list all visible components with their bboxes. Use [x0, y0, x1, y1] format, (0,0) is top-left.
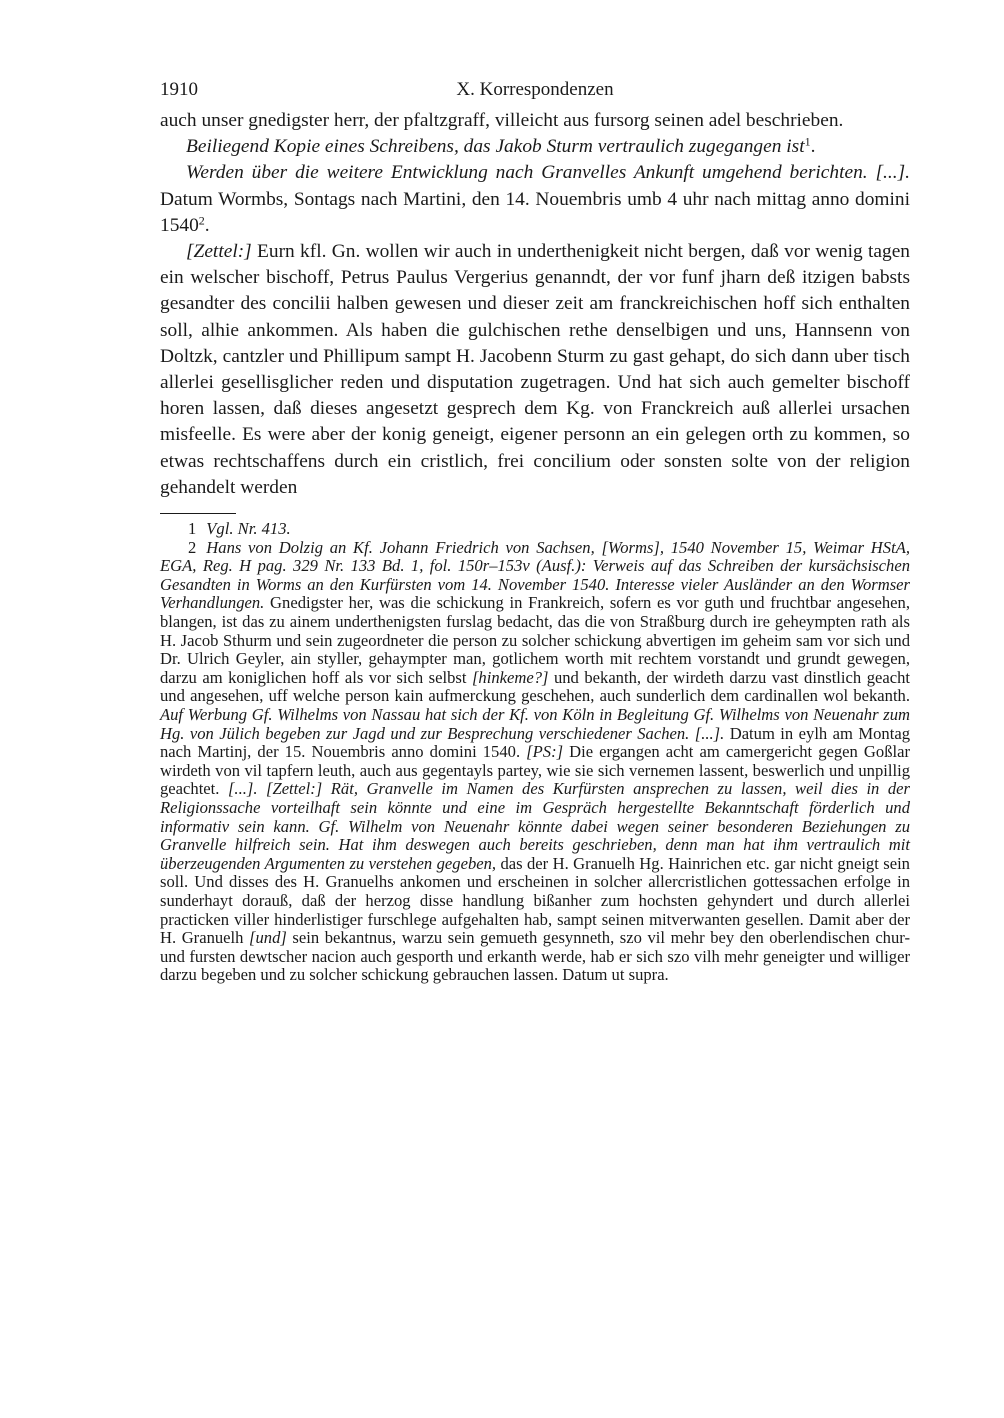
footnote-marker: 1 — [188, 519, 197, 539]
footnote-rule — [160, 513, 236, 514]
page-number: 1910 — [160, 79, 198, 100]
page-header — [160, 78, 910, 108]
zettel-label: [Zettel:] — [186, 241, 252, 263]
footnotes — [160, 520, 910, 985]
footnote-1 — [160, 520, 910, 539]
paragraph-1: auch unser gnedigster herr, der pfaltzgraff, villeicht aus fursorg seinen adel beschrieben. — [160, 110, 844, 131]
summary-text: Beiliegend Kopie eines Schreibens, das Jakob Sturm vertraulich zugegangen ist — [186, 136, 805, 158]
document-page — [160, 78, 910, 985]
footnote-ref-1[interactable]: 1 — [804, 134, 811, 149]
footnote-text: Vgl. Nr. 413. — [206, 519, 291, 539]
zettel-text: Eurn kfl. Gn. wollen wir auch in underthenigkeit nicht bergen, daß vor wenig tagen ein welscher bischoff, Petrus Paulus Vergerius genanndt, der vor funf jharn deß itzigen babsts gesandter des concilii halben gewesen und dieser zeit am franckreichischen hoff sich enthalten soll, alhie ankommen. Als haben die gulchischen rethe denselbigen und uns, Hannsenn von Doltzk, cantzler und Phillipum sampt H. Jacobenn Sturm zu gast gehapt, do sich dann uber tisch allerlei gesellisglicher reden und disputation zugetragen. Und hat sich auch gemelter bischoff horen lassen, daß dieses angesetzt gesprech dem Kg. von Franckreich auß allerlei ursachen misfeelle. Es were aber der konig geneigt, eigener personn an ein gelegen orth zu kommen, so etwas rechtschaffens durch ein cristlich, frei concilium oder sonsten solte von der religion gehandelt werden — [160, 241, 910, 498]
main-text — [160, 108, 910, 501]
running-title: X. Korrespondenzen — [456, 79, 614, 100]
summary-text: Werden über die weitere Entwicklung nach Granvelles Ankunft umgehend berichten. [...]. — [186, 162, 910, 184]
footnote-ref-2[interactable]: 2 — [198, 213, 205, 228]
paragraph-2: Beiliegend Kopie eines Schreibens, das Jakob Sturm vertraulich zugegangen ist$^1$. — [186, 134, 816, 158]
paragraph-4 — [160, 239, 910, 501]
footnote-2: 2 Hans von Dolzig an Kf. Johann Friedrich von Sachsen, [Worms], 1540 November 15, Weimar HStA, EGA, Reg. H pag. 329 Nr. 133 Bd. 1, fol. 150r–153v (Ausf.): Verweis auf das Schreiben der kursächsischen Gesandten in Worms an den Kurfürsten vom 14. November 1540. Interesse vieler Ausländer an den Wormser Verhandlungen. Gnedigster her, was die schickung in Frankreich, sofern es vor guth und fruchtbar angesehen, blangen, ist das zu ainem underthenigsten furslag bedacht, das die von Straßburg durch ire geheympten rath als H. Jacob Sthurm und sein zugeordneter die person zu solcher schickung abvertigen im geheim sam vor sich und Dr. Ulrich Geyler, ain styller, gehaympter man, gotlichem worth mit rechtem vorstandt und grundt gewegen, darzu am koniglichen hoff als vor sich selbst [hinkeme?] und bekanth, der wirdeth darzu vast dinstlich geacht und angesehen, uff welche person kain aufmerckung geschehen, auch sunderlich dem cardinallen wol bekanth. Auf Werbung Gf. Wilhelms von Nassau hat sich der Kf. von Köln in Begleitung Gf. Wilhelms von Neuenahr zum Hg. von Jülich begeben zur Jagd und zur Besprechung verschiedener Sachen. [...]. Datum in eylh am Montag nach Martinj, der 15. Nouembris anno domini 1540. [PS:] Die ergangen acht am camergericht gegen Goßlar wirdeth von vil tapfern leuth, auch aus gegentayls partey, wie sie sich vernemen lassent, beswerlich und unpillig geachtet. [...]. [Zettel:] Rät, Granvelle im Namen des Kurfürsten ansprechen zu lassen, weil dies in der Religionssache vorteilhaft sein könnte und eine im Gespräch hergestellte Bekanntschaft förderlich und informativ sein kann. Gf. Wilhelm von Neuenahr könnte dabei wegen seiner besonderen Beziehungen zu Granvelle hilfreich sein. Hat ihm deswegen auch bereits geschrieben, denn man hat ihm vertraulich mit überzeugenden Argumenten zu verstehen gegeben, das der H. Granuelh Hg. Hainrichen etc. gar nicht gneigt sein soll. Und disses des H. Granuelhs ankomen und erscheinen in solcher allercristlichen gottessachen erfolge in sunderhayt dorauß, daß der herzog disse handlung bißanher zum hochsten gehyndert und durch allerlei practicken viller hinderlistiger furschlege aufgehalten hab, sampt seinen mitverwanten gesellen. Damit aber der H. Granuelh [und] sein bekantnus, warzu sein gemueth gesynneth, szo vil mehr bey den oberlendischen chur- und fursten dewtscher nacion auch gesporth und erkanth werde, hab er sich szo vilh mehr geneigter und williger darzu begeben und zu solcher schickung gebrauchen lassen. Datum ut supra. — [160, 537, 910, 985]
dating-text: Datum Wormbs, Sontags nach Martini, den 14. Nouembris umb 4 uhr nach mittag anno domini 1540 — [160, 188, 910, 236]
footnote-marker: 2 — [188, 537, 197, 557]
paragraph-3: Werden über die weitere Entwicklung nach Granvelles Ankunft umgehend berichten. [...]. Datum Wormbs, Sontags nach Martini, den 14. Nouembris umb 4 uhr nach mittag anno domini 1540$^2$. — [160, 162, 910, 236]
